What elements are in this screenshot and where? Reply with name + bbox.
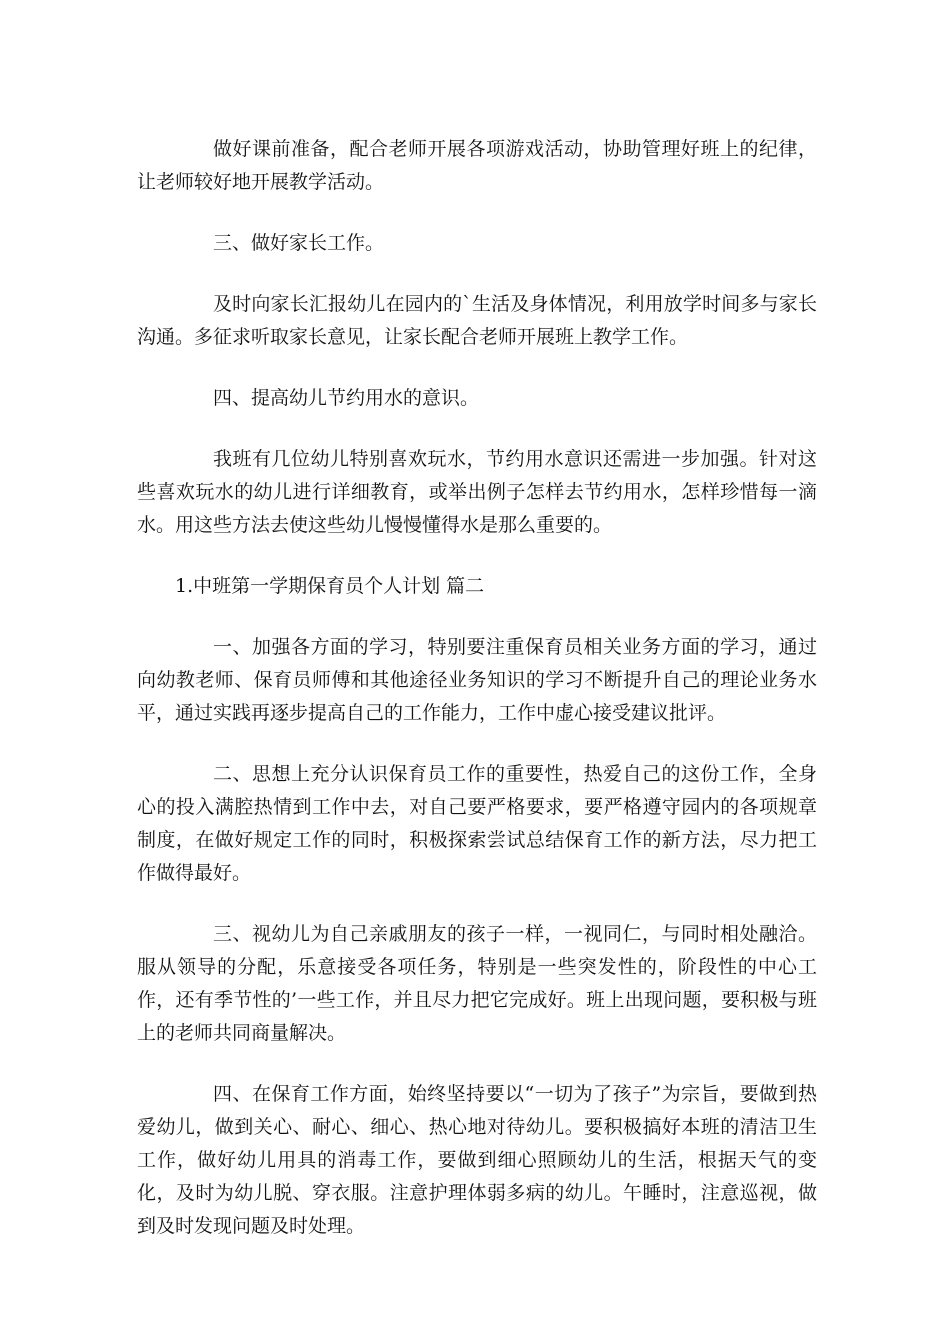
paragraph-care-work: 四、在保育工作方面，始终坚持要以“一切为了孩子”为宗旨，要做到热爱幼儿，做到关心、耐心、细心、热心地对待幼儿。要积极搞好本班的清洁卫生工作，做好幼儿用具的消毒工作，要做到细心照顾幼儿的生活，根据天气的变化，及时为幼儿脱、穿衣服。注意护理体弱多病的幼儿。午睡时，注意巡视，做到及时发现问题及时处理。 — [137, 1083, 817, 1237]
paragraph-class-preparation: 做好课前准备，配合老师开展各项游戏活动，协助管理好班上的纪律，让老师较好地开展教学活动。 — [137, 138, 817, 193]
paragraph-water-saving: 我班有几位幼儿特别喜欢玩水，节约用水意识还需进一步加强。针对这些喜欢玩水的幼儿进行详细教育，或举出例子怎样去节约用水，怎样珍惜每一滴水。用这些方法去使这些幼儿慢慢懂得水是那么重要的。 — [137, 448, 817, 536]
document-body — [137, 133, 817, 1271]
heading-water-saving: 四、提高幼儿节约用水的意识。 — [213, 387, 480, 409]
paragraph-study: 一、加强各方面的学习，特别要注重保育员相关业务方面的学习，通过向幼教老师、保育员师傅和其他途径业务知识的学习不断提升自己的理论业务水平，通过实践再逐步提高自己的工作能力，工作中虚心接受建议批评。 — [137, 636, 817, 724]
heading-parent-work: 三、做好家长工作。 — [213, 232, 385, 254]
paragraph-treat-children: 三、视幼儿为自己亲戚朋友的孩子一样，一视同仁，与同时相处融洽。服从领导的分配，乐意接受各项任务，特别是一些突发性的，阶段性的中心工作，还有季节性的’一些工作，并且尽力把它完成好。班上出现问题，要积极与班上的老师共同商量解决。 — [137, 923, 817, 1044]
paragraph-attitude: 二、思想上充分认识保育员工作的重要性，热爱自己的这份工作，全身心的投入满腔热情到工作中去，对自己要严格要求，要严格遵守园内的各项规章制度，在做好规定工作的同时，积极探索尝试总结保育工作的新方法，尽力把工作做得最好。 — [137, 763, 817, 884]
paragraph-parent-communication: 及时向家长汇报幼儿在园内的`生活及身体情况，利用放学时间多与家长沟通。多征求听取家长意见，让家长配合老师开展班上教学工作。 — [137, 293, 817, 348]
section-title-part-two: 1.中班第一学期保育员个人计划 篇二 — [175, 575, 485, 597]
